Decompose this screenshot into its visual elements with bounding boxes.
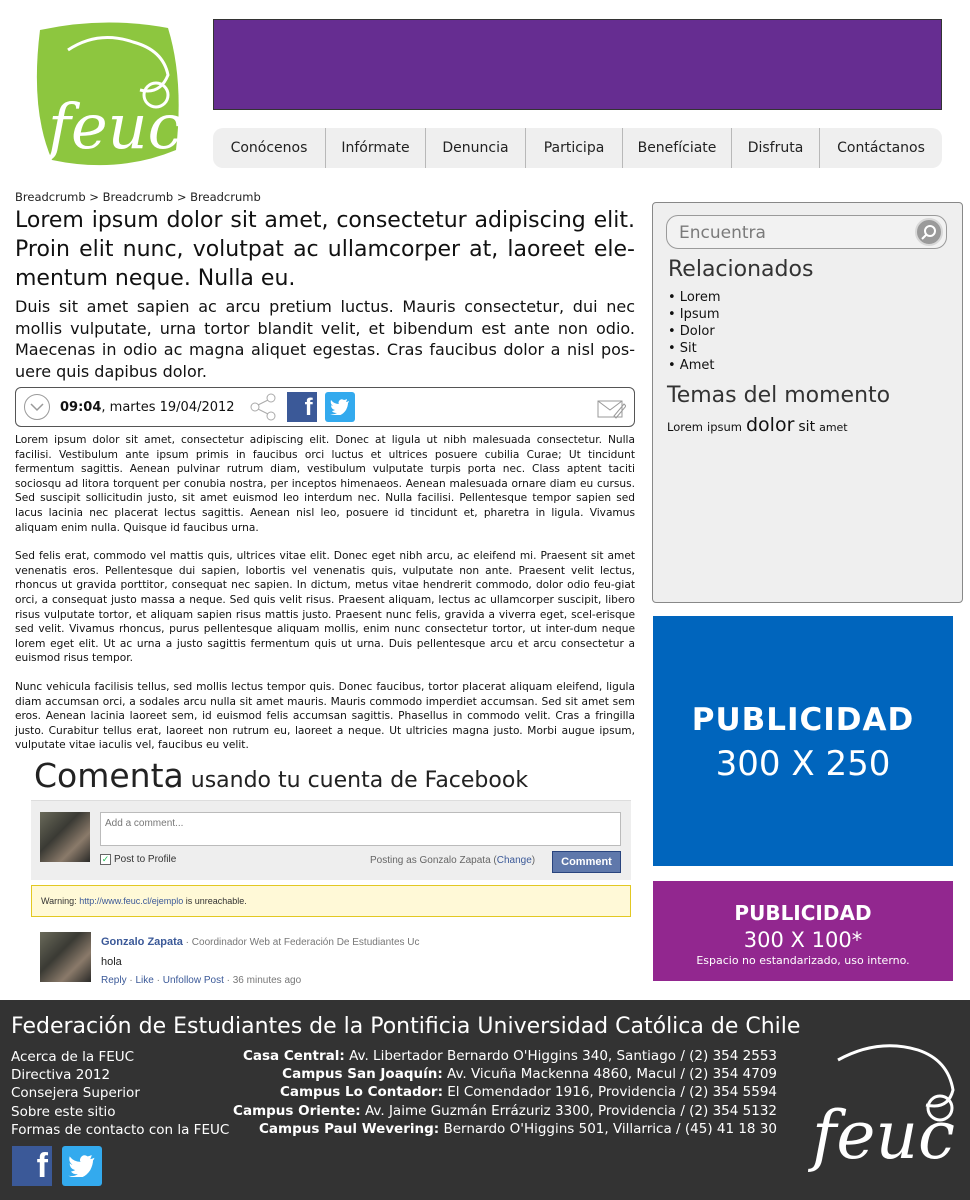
sidebar: [652, 202, 963, 603]
campus-line: [233, 1047, 777, 1065]
ad-300x250[interactable]: [653, 616, 953, 866]
campus-name: Campus Paul Wevering:: [259, 1120, 440, 1137]
nav-contactanos[interactable]: Contáctanos: [837, 140, 925, 156]
search-box: [666, 215, 947, 249]
campus-line: [233, 1083, 777, 1101]
article-paragraph: Nunc vehicula facilisis tellus, sed mollis lectus tempor quis. Donec faucibus, tortor placerat aliquam eleifend, ligula diam accumsan orci, a sodales arcu nulla sit amet mauris. Mauris commodo imperdiet accumsan. Sed sit amet sem eros. Aenean lacinia laoreet sem, id euismod felis accumsan sagittis. Phasellus in commodo velit. Cras a fringilla justo. Curabitur tellus erat, laoreet non rutrum eu, laoreet a neque. Ut ultricies magna justo. Morbi augue ipsum, vulputate vitae iaculis vel, faucibus eu velit.: [15, 680, 635, 752]
warning-link[interactable]: http://www.feuc.cl/ejemplo: [79, 896, 184, 906]
facebook-icon[interactable]: f: [12, 1146, 52, 1186]
facebook-share-icon[interactable]: f: [287, 392, 317, 422]
article-paragraph: Sed felis erat, commodo vel mattis quis, ultrices vitae elit. Donec eget nibh arcu, ac eleifend mi. Praesent sit amet venenatis eros. Pellentesque dui sapien, lobortis vel venenatis quis, vulputate non ante. Praesent velit lectus, rhoncus ut gravida porttitor, consequat nec sapien. In dictum, metus vitae hendrerit commodo, dolor odio feu-giat orci, a consequat justo massa a neque. Sed quis velit risus. Praesent aliquam, lectus ac ullamcorper suscipit, libero risus vulputate tortor, et aliquam sapien risus mattis justo. Praesent nunc felis, gravida a viverra eget, scel-erisque sed velit. Vivamus rhoncus, purus pellentesque aliquam mollis, enim nunc consectetur tortor, ut inter-dum neque lorem eget elit. Ut ac urna a justo sagittis fermentum quis ut urna. Duis pellentesque arcu et arcu consectetur a euismod risus tempor.: [15, 550, 635, 665]
email-icon[interactable]: [596, 396, 626, 420]
change-link[interactable]: Change: [496, 855, 532, 866]
nav-conocenos[interactable]: Conócenos: [213, 128, 326, 168]
comment-time: · 36 minutes ago: [223, 975, 302, 986]
article-date: , martes 19/04/2012: [101, 399, 235, 415]
main-nav: [213, 128, 942, 168]
search-icon: [921, 224, 937, 240]
facebook-comment-box: [31, 800, 631, 880]
campus-name: Campus San Joaquín:: [282, 1066, 443, 1083]
footer-link[interactable]: Formas de contacto con la FEUC: [11, 1121, 230, 1138]
comment-button[interactable]: Comment: [552, 851, 621, 873]
campus-address: El Comendador 1916, Providencia / (2) 354 5594: [442, 1084, 777, 1101]
related-item[interactable]: • Dolor: [668, 324, 715, 339]
ad-size: 300 X 100*: [743, 928, 863, 952]
trending-title: Temas del momento: [667, 383, 891, 408]
related-item[interactable]: • Lorem: [668, 290, 721, 305]
campus-address: Bernardo O'Higgins 501, Villarrica / (45) 41 18 30: [439, 1120, 777, 1137]
footer-link[interactable]: Sobre este sitio: [11, 1103, 116, 1120]
share-icon[interactable]: [249, 393, 277, 421]
tag[interactable]: amet: [819, 421, 848, 434]
campus-name: Campus Lo Contador:: [279, 1084, 443, 1101]
comment-author[interactable]: Gonzalo Zapata: [101, 936, 183, 948]
campus-line: [233, 1120, 777, 1138]
article-time: 09:04: [60, 399, 102, 415]
related-item[interactable]: • Ipsum: [668, 307, 720, 322]
ad-label: PUBLICIDAD: [734, 901, 872, 925]
related-item[interactable]: • Amet: [668, 358, 715, 373]
footer-link[interactable]: Consejera Superior: [11, 1085, 140, 1102]
comments-heading-main: Comenta: [34, 756, 184, 795]
posting-as-close: ): [531, 855, 536, 866]
post-to-profile-checkbox[interactable]: [100, 854, 176, 865]
facebook-warning: [31, 885, 631, 917]
campus-address: Av. Vicuña Mackenna 4860, Macul / (2) 354 4709: [442, 1066, 777, 1083]
tag[interactable]: dolor: [745, 414, 795, 436]
avatar: [40, 812, 90, 862]
posting-as-label: Posting as Gonzalo Zapata (: [370, 855, 497, 866]
footer-link[interactable]: Acerca de la FEUC: [11, 1049, 135, 1065]
warning-prefix: Warning:: [41, 896, 80, 906]
footer-logo-wordmark: feuc: [812, 1097, 955, 1174]
twitter-icon[interactable]: [62, 1146, 102, 1186]
article-paragraph: Lorem ipsum dolor sit amet, consectetur adipiscing elit. Donec at ligula ut nibh malesuada consectetur. Nulla facilisi. Vestibulum ante ipsum primis in faucibus orci luctus et ultrices posuere cubilia Curae; Ut tincidunt fermentum sagittis. Aenean pulvinar rutrum diam, vestibulum vulputate turpis porta nec. Class aptent taciti sociosqu ad litora torquent per conubia nostra, per inceptos himenaeos. Aenean malesuada ornare diam eu cursus. Sed suscipit sollicitudin justo, sit amet euismod leo interdum nec. Nulla facilisi. Pellentesque tempor sapien sed lacus lacinia nec placerat lectus sagittis. Aenean nisl leo, posuere id tincidunt et, pharetra in ligula. Vivamus aliquam enim nulla. Quisque id faucibus urna.: [15, 434, 635, 534]
footer-title: Federación de Estudiantes de la Pontificia Universidad Católica de Chile: [11, 1014, 801, 1039]
tag[interactable]: Lorem: [667, 420, 703, 434]
reply-link[interactable]: Reply: [101, 975, 127, 986]
ad-size: 300 X 250: [715, 744, 891, 784]
campus-address: Av. Libertador Bernardo O'Higgins 340, Santiago / (2) 354 2553: [344, 1048, 777, 1064]
footer-social: [12, 1146, 102, 1186]
tag[interactable]: sit: [798, 419, 816, 435]
article-meta-bar: [15, 387, 635, 427]
comments-heading: [34, 756, 528, 795]
campus-name: Campus Oriente:: [233, 1102, 361, 1119]
search-input[interactable]: [679, 223, 899, 243]
article-datetime: [60, 400, 235, 415]
ad-note: Espacio no estandarizado, uso interno.: [696, 954, 910, 967]
comments-heading-sub: usando tu cuenta de Facebook: [183, 768, 529, 793]
nav-denuncia[interactable]: Denuncia: [426, 128, 526, 168]
twitter-share-icon[interactable]: [325, 392, 355, 422]
warning-suffix: is unreachable.: [183, 896, 247, 906]
search-button[interactable]: [915, 218, 943, 246]
campus-line: [233, 1102, 777, 1120]
comment-text: hola: [101, 956, 122, 968]
footer-link[interactable]: Directiva 2012: [11, 1067, 111, 1084]
article-title: Lorem ipsum dolor sit amet, consectetur adipiscing elit. Proin elit nunc, volutpat ac ullamcorper at, laoreet ele-mentum neque. Nulla eu.: [15, 208, 635, 291]
unfollow-link[interactable]: Unfollow Post: [162, 975, 224, 986]
nav-informate[interactable]: Infórmate: [326, 128, 426, 168]
related-title: Relacionados: [668, 257, 814, 282]
comment-actions: Reply · Like · Unfollow Post · 36 minutes ago: [101, 975, 302, 986]
related-item[interactable]: • Sit: [668, 341, 697, 356]
header-banner: [213, 19, 942, 110]
checkbox-checked-icon[interactable]: ✓: [101, 854, 110, 864]
logo-wordmark: feuc: [48, 90, 181, 163]
footer: [0, 1000, 970, 1200]
campus-line: [233, 1065, 777, 1083]
comment-input[interactable]: Add a comment...: [100, 812, 621, 846]
like-link[interactable]: Like: [135, 975, 154, 986]
campus-list: [233, 1047, 777, 1138]
comment-header: [101, 936, 420, 948]
campus-name: Casa Central:: [243, 1048, 345, 1064]
post-to-profile-label: Post to Profile: [114, 854, 177, 865]
ad-300x100[interactable]: [653, 881, 953, 981]
comment-author-role: · Coordinador Web at Federación De Estudiantes Uc: [182, 937, 420, 948]
feuc-logo[interactable]: [28, 20, 181, 170]
ad-label: PUBLICIDAD: [691, 702, 915, 738]
related-list: [668, 289, 721, 374]
footer-links: [11, 1048, 229, 1139]
nav-participa[interactable]: Participa: [526, 128, 623, 168]
nav-disfruta[interactable]: Disfruta: [732, 128, 820, 168]
campus-address: Av. Jaime Guzmán Errázuriz 3300, Providencia / (2) 354 5132: [360, 1102, 777, 1119]
nav-beneficiate[interactable]: Benefíciate: [623, 128, 732, 168]
tag-cloud: [667, 414, 852, 436]
footer-feuc-logo[interactable]: [808, 1030, 963, 1175]
avatar[interactable]: [40, 932, 91, 982]
article-lead: Duis sit amet sapien ac arcu pretium luctus. Mauris consectetur, dui nec mollis vulputate, urna tortor blandit velit, et bibendum est ante non odio. Maecenas in odio ac magna aliquet egestas. Cras faucibus dolor a nisl pos-uere quis dapibus dolor.: [15, 297, 635, 381]
tag[interactable]: ipsum: [707, 420, 742, 434]
posting-as-text: [370, 855, 535, 866]
article-body: [15, 433, 635, 767]
clock-icon: [24, 394, 50, 420]
breadcrumb[interactable]: Breadcrumb > Breadcrumb > Breadcrumb: [15, 190, 261, 204]
